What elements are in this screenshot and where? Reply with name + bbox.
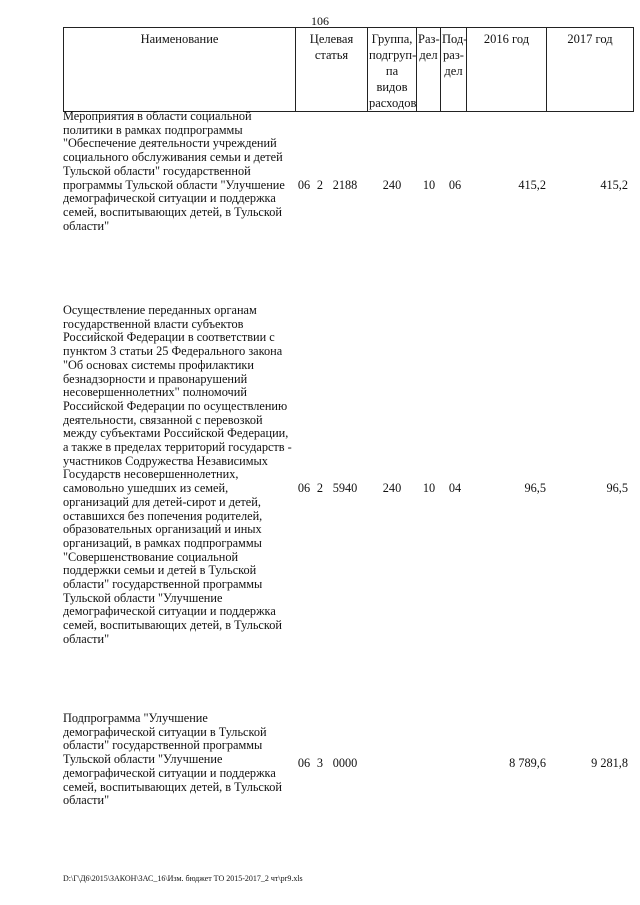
row-code-direction: 0000 — [332, 756, 358, 770]
row-razdel: 10 — [422, 178, 436, 192]
row-podrazdel: 06 — [448, 178, 462, 192]
header-year-2017: 2017 год — [547, 28, 634, 112]
row-code-program: 06 — [297, 756, 311, 770]
row-code-direction: 2188 — [332, 178, 358, 192]
row-group: 240 — [382, 178, 402, 192]
row-name: Подпрограмма "Улучшение демографической ситуации в Тульской области" государственной программы Тульской области "Улучшение демографической ситуации и поддержка семей, воспитывающих детей, в Тульской области" — [63, 711, 282, 808]
row-code-program: 06 — [297, 178, 311, 192]
row-name: Осуществление переданных органам государственной власти субъектов Российской Федерации в соответствии с пунктом 3 статьи 25 Федерального закона "Об основах системы профилактики безнадзорности и правонарушений несовершеннолетних" полномочий Российской Федерации по осуществлению деятельности, связанной с перевозкой между субъектами Российской Федерации, а также в пределах территорий государств - участников Содружества Независимых Государств несовершеннолетних, самовольно ушедших из семей, организаций для детей-сирот и детей, оставшихся без попечения родителей, образовательных организаций и иных организаций, в рамках подпрограммы "Совершенствование социальной поддержки семьи и детей в Тульской области" государственной программы Тульской области "Улучшение демографической ситуации и поддержка семей, воспитывающих детей, в Тульской области" — [63, 303, 292, 646]
row-value-2016: 8 789,6 — [509, 756, 546, 770]
row-razdel: 10 — [422, 481, 436, 495]
header-group: Группа, подгруп- па видов расходов — [368, 28, 417, 112]
header-name: Наименование — [64, 28, 296, 112]
row-code-direction: 5940 — [332, 481, 358, 495]
header-podrazdel: Под- раз- дел — [441, 28, 467, 112]
footer-file-path: D:\Г\Д6\2015\ЗАКОН\ЗАС_16\Изм. бюджет ТО 2015-2017_2 чт\pr9.xls — [63, 874, 303, 883]
row-value-2017: 415,2 — [600, 178, 628, 192]
header-razdel: Раз- дел — [417, 28, 441, 112]
row-name: Мероприятия в области социальной политики в рамках подпрограммы "Обеспечение деятельности учреждений социального обслуживания семьи и детей Тульской области" государственной программы Тульской области "Улучшение демографической ситуации и поддержка семей, воспитывающих детей, в Тульской области" — [63, 109, 285, 233]
header-year-2016: 2016 год — [467, 28, 547, 112]
page-number: 106 — [311, 14, 329, 28]
row-code-subprogram: 2 — [316, 481, 324, 495]
row-code-subprogram: 3 — [316, 756, 324, 770]
header-target-article: Целевая статья — [296, 28, 368, 112]
row-value-2016: 96,5 — [524, 481, 546, 495]
table-header — [63, 27, 634, 112]
row-code-program: 06 — [297, 481, 311, 495]
row-podrazdel: 04 — [448, 481, 462, 495]
row-code-subprogram: 2 — [316, 178, 324, 192]
row-group: 240 — [382, 481, 402, 495]
row-value-2017: 96,5 — [606, 481, 628, 495]
row-value-2017: 9 281,8 — [591, 756, 628, 770]
row-value-2016: 415,2 — [518, 178, 546, 192]
